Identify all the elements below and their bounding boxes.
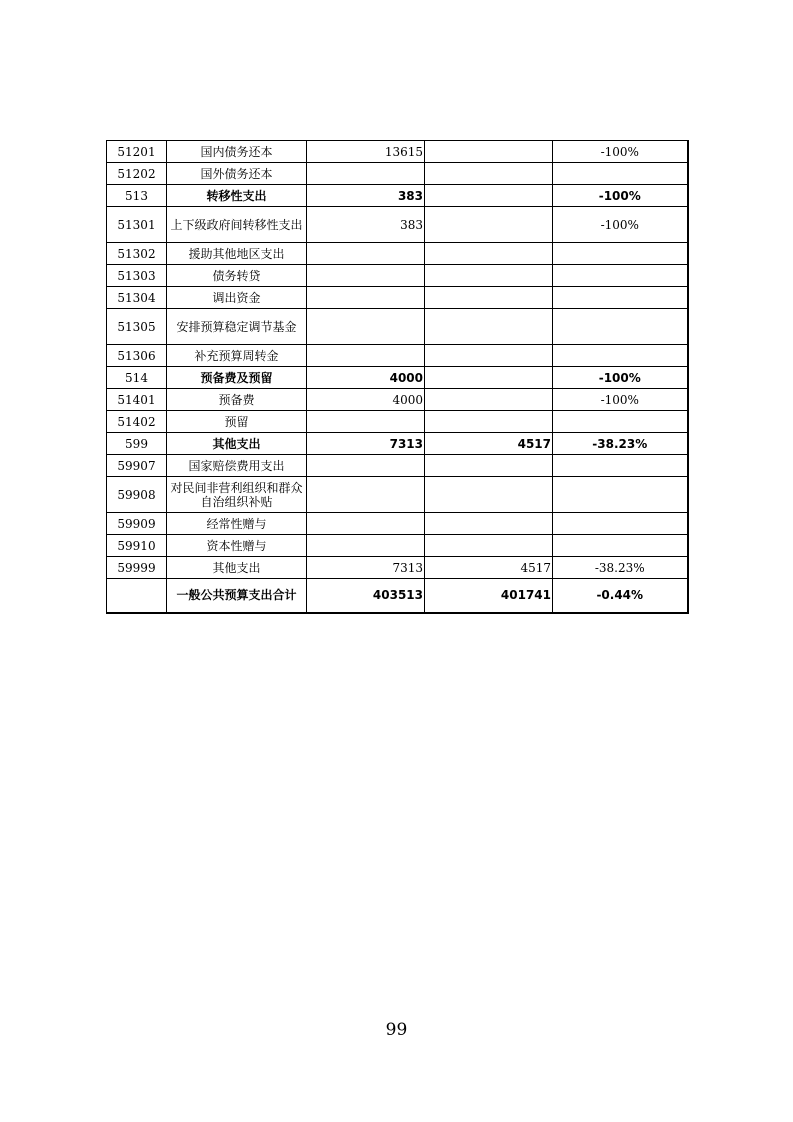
value-2-cell	[425, 345, 553, 367]
code-cell: 59908	[107, 477, 167, 513]
name-cell: 资本性赠与	[167, 535, 307, 557]
code-cell: 59907	[107, 455, 167, 477]
change-cell	[553, 455, 688, 477]
code-cell: 59999	[107, 557, 167, 579]
value-2-cell	[425, 535, 553, 557]
value-1-cell	[307, 243, 425, 265]
value-1-cell: 383	[307, 185, 425, 207]
change-cell: -100%	[553, 367, 688, 389]
code-cell: 51305	[107, 309, 167, 345]
budget-table	[106, 140, 689, 614]
name-cell: 其他支出	[167, 557, 307, 579]
name-cell: 国内债务还本	[167, 141, 307, 163]
table-row	[107, 411, 688, 433]
change-cell	[553, 411, 688, 433]
total-value-2-cell: 401741	[425, 579, 553, 613]
value-2-cell	[425, 367, 553, 389]
name-cell: 上下级政府间转移性支出	[167, 207, 307, 243]
total-change-cell: -0.44%	[553, 579, 688, 613]
name-cell: 债务转贷	[167, 265, 307, 287]
code-cell: 51306	[107, 345, 167, 367]
code-cell: 59909	[107, 513, 167, 535]
page-number: 99	[385, 1020, 408, 1040]
code-cell: 514	[107, 367, 167, 389]
total-value-1-cell: 403513	[307, 579, 425, 613]
code-cell: 51401	[107, 389, 167, 411]
change-cell	[553, 477, 688, 513]
value-1-cell: 7313	[307, 557, 425, 579]
change-cell: -100%	[553, 185, 688, 207]
value-2-cell	[425, 163, 553, 185]
table-row	[107, 141, 688, 163]
code-cell: 51303	[107, 265, 167, 287]
code-cell: 51201	[107, 141, 167, 163]
code-cell: 51301	[107, 207, 167, 243]
name-cell: 国外债务还本	[167, 163, 307, 185]
table-row	[107, 163, 688, 185]
value-2-cell	[425, 243, 553, 265]
value-1-cell	[307, 477, 425, 513]
value-2-cell	[425, 455, 553, 477]
name-cell: 对民间非营利组织和群众自治组织补贴	[167, 477, 307, 513]
table-row	[107, 557, 688, 579]
value-1-cell	[307, 287, 425, 309]
change-cell: -38.23%	[553, 557, 688, 579]
value-2-cell: 4517	[425, 557, 553, 579]
table-row	[107, 265, 688, 287]
value-1-cell	[307, 163, 425, 185]
value-2-cell	[425, 207, 553, 243]
change-cell: -100%	[553, 207, 688, 243]
value-1-cell	[307, 309, 425, 345]
value-1-cell	[307, 265, 425, 287]
table-row	[107, 185, 688, 207]
change-cell	[553, 163, 688, 185]
value-2-cell	[425, 389, 553, 411]
change-cell	[553, 309, 688, 345]
code-cell: 51304	[107, 287, 167, 309]
table-row	[107, 455, 688, 477]
total-code-cell	[107, 579, 167, 613]
table-row	[107, 345, 688, 367]
table-row	[107, 433, 688, 455]
name-cell: 调出资金	[167, 287, 307, 309]
value-2-cell	[425, 477, 553, 513]
table-row	[107, 513, 688, 535]
table-row	[107, 207, 688, 243]
value-1-cell: 383	[307, 207, 425, 243]
name-cell: 补充预算周转金	[167, 345, 307, 367]
table-body	[107, 141, 688, 579]
name-cell: 经常性赠与	[167, 513, 307, 535]
value-1-cell	[307, 411, 425, 433]
value-2-cell	[425, 411, 553, 433]
value-1-cell	[307, 455, 425, 477]
value-2-cell	[425, 185, 553, 207]
name-cell: 转移性支出	[167, 185, 307, 207]
change-cell: -100%	[553, 141, 688, 163]
value-1-cell: 7313	[307, 433, 425, 455]
change-cell	[553, 513, 688, 535]
change-cell: -38.23%	[553, 433, 688, 455]
value-2-cell	[425, 141, 553, 163]
value-1-cell	[307, 513, 425, 535]
name-cell: 安排预算稳定调节基金	[167, 309, 307, 345]
total-name-cell: 一般公共预算支出合计	[167, 579, 307, 613]
value-2-cell	[425, 309, 553, 345]
code-cell: 59910	[107, 535, 167, 557]
name-cell: 预备费	[167, 389, 307, 411]
code-cell: 51202	[107, 163, 167, 185]
value-1-cell: 13615	[307, 141, 425, 163]
change-cell	[553, 243, 688, 265]
value-1-cell: 4000	[307, 367, 425, 389]
change-cell	[553, 287, 688, 309]
name-cell: 援助其他地区支出	[167, 243, 307, 265]
name-cell: 其他支出	[167, 433, 307, 455]
table-row	[107, 389, 688, 411]
table-footer	[107, 579, 688, 613]
name-cell: 国家赔偿费用支出	[167, 455, 307, 477]
code-cell: 513	[107, 185, 167, 207]
code-cell: 51302	[107, 243, 167, 265]
name-cell: 预留	[167, 411, 307, 433]
value-2-cell	[425, 265, 553, 287]
change-cell	[553, 535, 688, 557]
value-1-cell	[307, 345, 425, 367]
table-row	[107, 287, 688, 309]
table-row	[107, 243, 688, 265]
name-cell: 预备费及预留	[167, 367, 307, 389]
value-2-cell: 4517	[425, 433, 553, 455]
code-cell: 599	[107, 433, 167, 455]
change-cell	[553, 265, 688, 287]
change-cell	[553, 345, 688, 367]
value-1-cell: 4000	[307, 389, 425, 411]
table-row	[107, 535, 688, 557]
table-row	[107, 477, 688, 513]
total-row	[107, 579, 688, 613]
table-row	[107, 367, 688, 389]
code-cell: 51402	[107, 411, 167, 433]
value-2-cell	[425, 287, 553, 309]
value-1-cell	[307, 535, 425, 557]
value-2-cell	[425, 513, 553, 535]
change-cell: -100%	[553, 389, 688, 411]
table-row	[107, 309, 688, 345]
